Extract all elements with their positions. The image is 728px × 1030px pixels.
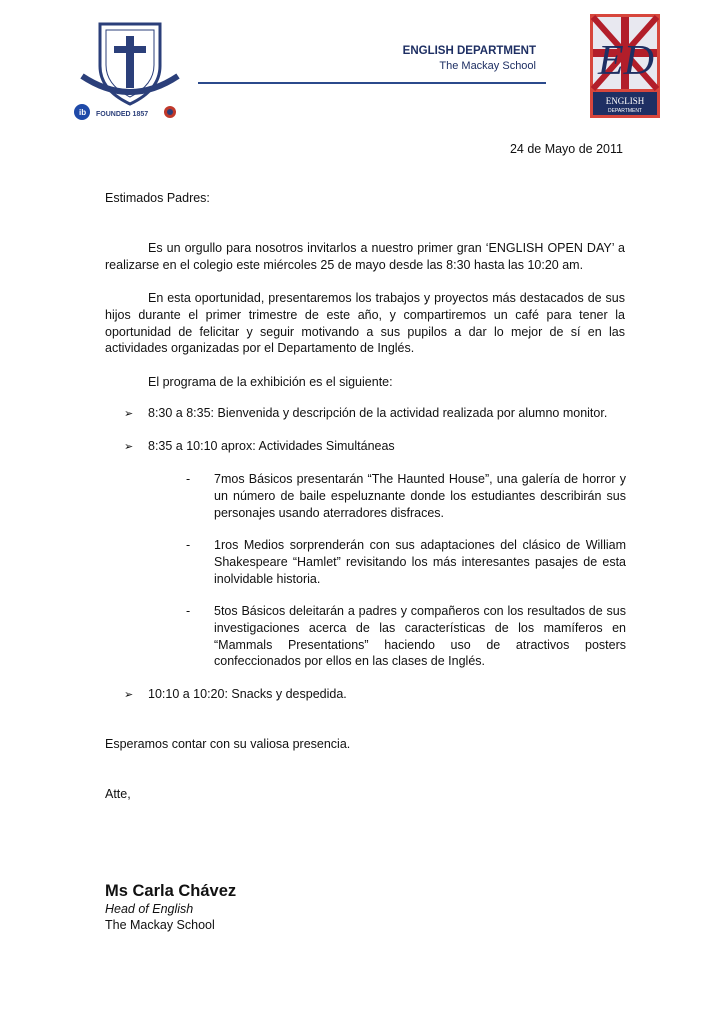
- program-item-text: 8:35 a 10:10 aprox: Actividades Simultáneas: [148, 439, 395, 453]
- closing-line: Esperamos contar con su valiosa presencia.: [105, 737, 351, 751]
- arrow-bullet-icon: ➢: [124, 408, 134, 420]
- signature-role: Head of English: [105, 902, 194, 916]
- paragraph-invitation: Es un orgullo para nosotros invitarlos a nuestro primer gran ‘ENGLISH OPEN DAY’ a realizarse en el colegio este miércoles 25 de mayo desde las 8:30 hasta las 10:20 am.: [105, 241, 625, 272]
- program-item-text: 8:30 a 8:35: Bienvenida y descripción de la actividad realizada por alumno monitor.: [148, 406, 608, 420]
- activity-text: 5tos Básicos deleitarán a padres y compañeros con los resultados de sus investigaciones acerca de las características de los mamíferos en “Mammals Presentations” haciendo uso de atractivos posters confeccionados por ellos en las clases de Inglés.: [214, 604, 626, 669]
- paragraph-program-intro: El programa de la exhibición es el siguiente:: [148, 375, 393, 389]
- dash-bullet: -: [186, 472, 191, 486]
- activity-item: [186, 537, 626, 587]
- logo-subcaption: DEPARTMENT: [608, 108, 642, 114]
- arrow-bullet-icon: ➢: [124, 689, 134, 701]
- sign-off: Atte,: [105, 787, 131, 801]
- paragraph-opportunity: En esta oportunidad, presentaremos los trabajos y proyectos más destacados de sus hijos durante el primer trimestre de este año, y compartiremos un café para tener la oportunidad de felicitar y seguir motivando a sus pupilos a dar lo mejor de sí en las actividades organizadas por el Departamento de Inglés.: [105, 291, 625, 356]
- logo-caption: ENGLISH: [605, 96, 645, 106]
- activity-text: 7mos Básicos presentarán “The Haunted House”, una galería de horror y un número de baile espeluznante donde los estudiantes describirán sus personajes usando aterradores disfraces.: [214, 472, 626, 520]
- department-school: The Mackay School: [439, 60, 536, 72]
- program-item-text: 10:10 a 10:20: Snacks y despedida.: [148, 687, 347, 701]
- activity-item: [186, 603, 626, 670]
- activity-text: 1ros Medios sorprenderán con sus adaptaciones del clásico de William Shakespeare “Hamlet” revisitando los más interesantes pasajes de esta inolvidable historia.: [214, 538, 626, 586]
- dash-bullet: -: [186, 538, 191, 552]
- arrow-bullet-icon: ➢: [124, 441, 134, 453]
- letter-date: 24 de Mayo de 2011: [509, 142, 623, 156]
- dash-bullet: -: [186, 604, 191, 618]
- svg-text:ib: ib: [79, 108, 87, 117]
- greeting: Estimados Padres:: [105, 191, 210, 205]
- activity-item: [186, 471, 626, 521]
- program-item: [124, 405, 607, 423]
- program-item: [124, 686, 347, 704]
- crest-founded-text: FOUNDED 1857: [96, 111, 149, 118]
- signature-school: The Mackay School: [105, 918, 215, 932]
- logo-letters: ED: [598, 38, 654, 84]
- signature-name: Ms Carla Chávez: [105, 882, 237, 900]
- school-crest-logo: [70, 18, 190, 126]
- header-divider: [198, 82, 546, 84]
- program-item: [124, 438, 395, 456]
- english-department-logo: [590, 14, 660, 118]
- department-title: ENGLISH DEPARTMENT: [402, 45, 536, 57]
